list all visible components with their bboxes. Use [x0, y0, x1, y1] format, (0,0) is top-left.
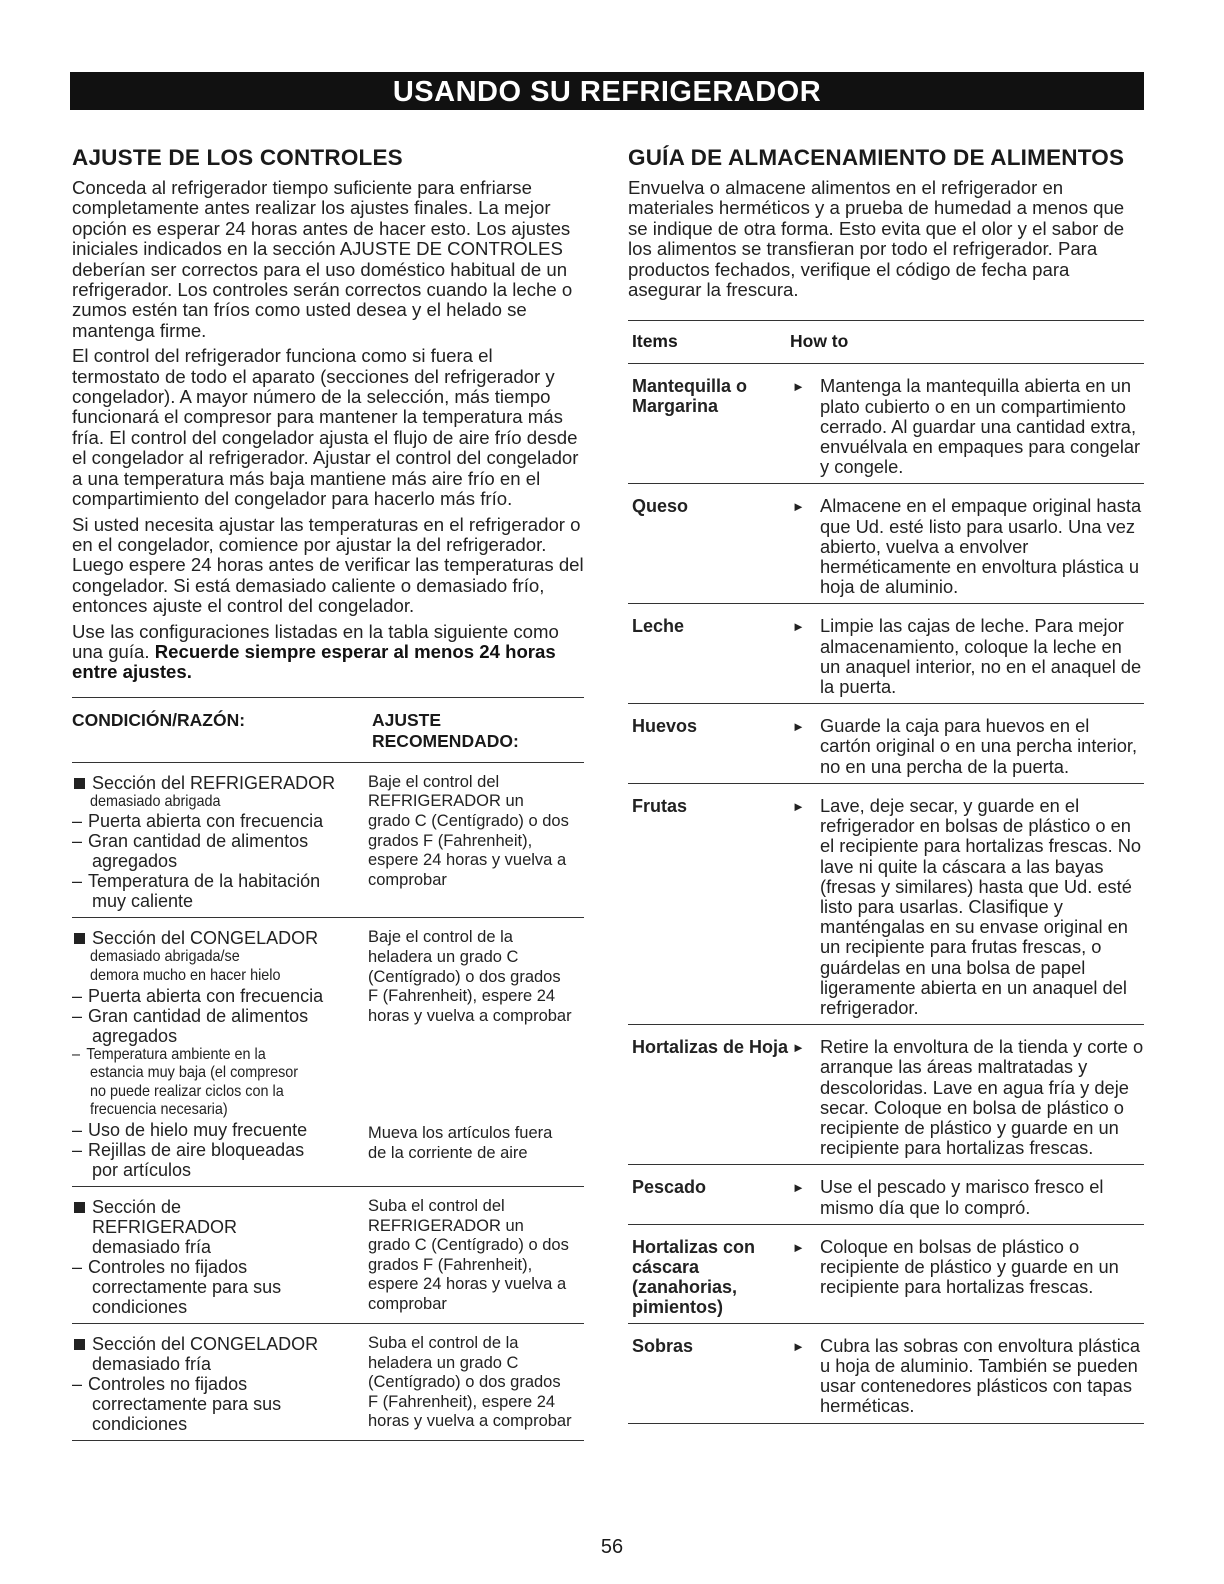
- triangle-bullet-icon: ►: [792, 379, 805, 395]
- table-row: [628, 1165, 1144, 1224]
- condition-line: – Rejillas de aire bloqueadas: [72, 1140, 368, 1160]
- food-item-name: Huevos: [632, 716, 698, 737]
- food-how-to: Almacene en el empaque original hasta que Ud. esté listo para usarlo. Una vez abierto, vuelva a envolver herméticamente en envoltura plástica u hoja de aluminio.: [820, 495, 1142, 598]
- food-item-name: Queso: [632, 496, 689, 517]
- controls-paragraph-1: Conceda al refrigerador tiempo suficiente para enfriarse completamente antes realizar los ajustes finales. La mejor opción es esperar 24 horas antes de hacer esto. Los ajustes iniciales indicados en la sección AJUSTE DE CONTROLES deberían ser correctos para el uso doméstico habitual de un refrigerador. Los controles serán correctos cuando la leche o zumos estén tan fríos como usted desea y el helado se mantenga firme.: [72, 177, 573, 341]
- setting-line: Suba el control del: [368, 1196, 505, 1215]
- setting-line: REFRIGERADOR un: [368, 792, 524, 811]
- condition-line: condiciones: [92, 1413, 188, 1434]
- setting-line: (Centígrado) o dos grados: [368, 967, 561, 986]
- setting-line: Suba el control de la: [368, 1333, 519, 1352]
- setting-line: de la corriente de aire: [368, 1143, 528, 1162]
- triangle-bullet-icon: ►: [792, 1040, 805, 1056]
- setting-line: Baje el control de la: [368, 928, 513, 947]
- setting-line: F (Fahrenheit), espere 24: [368, 1392, 556, 1411]
- food-how-to: Cubra las sobras con envoltura plástica u hoja de aluminio. También se pueden usar contenedores plásticos con tapas herméticas.: [820, 1334, 1141, 1417]
- triangle-bullet-icon: ►: [792, 1180, 805, 1196]
- condition-line: condiciones: [92, 1296, 188, 1317]
- condition-line: – Temperatura ambiente en la: [72, 1046, 338, 1065]
- condition-line: demasiado fría: [92, 1353, 212, 1374]
- condition-line: estancia muy baja (el compresor: [90, 1064, 299, 1082]
- table-row: [628, 484, 1144, 604]
- food-item-name: Sobras: [632, 1335, 694, 1356]
- condition-header: CONDICIÓN/RAZÓN:: [72, 709, 246, 730]
- setting-line: horas y vuelva a comprobar: [368, 1006, 572, 1025]
- triangle-bullet-icon: ►: [792, 1239, 805, 1255]
- storage-heading: GUÍA DE ALMACENAMIENTO DE ALIMENTOS: [628, 145, 1125, 170]
- food-how-to: Retire la envoltura de la tienda y corte o arranque las áreas maltratadas y descoloridas. Lave en agua fría y deje secar. Coloque en bolsa de plástico o recipiente de plástico y guarde en un recipiente para hortalizas frescas.: [820, 1036, 1144, 1159]
- table-row: [72, 763, 584, 919]
- controls-table-header: [72, 698, 584, 763]
- setting-line: heladera un grado C: [368, 1353, 519, 1372]
- storage-rows: [628, 364, 1144, 1423]
- condition-line: demasiado abrigada: [90, 792, 221, 810]
- food-item-name: Mantequilla o Margarina: [632, 376, 748, 417]
- table-row: [628, 604, 1144, 704]
- condition-line: muy caliente: [92, 891, 194, 912]
- food-how-to: Mantenga la mantequilla abierta en un plato cubierto o en un compartimiento cerrado. Al guardar una cantidad extra, envuélvala en empaques para congelar y congele.: [820, 375, 1141, 478]
- food-item-name: Frutas: [632, 795, 688, 816]
- items-header: Items: [632, 331, 678, 352]
- table-row: [72, 1324, 584, 1441]
- setting-header-line-2: RECOMENDADO:: [372, 730, 519, 751]
- setting-line: espere 24 horas y vuelva a: [368, 851, 567, 870]
- food-item-name: Leche: [632, 616, 685, 637]
- condition-line: correctamente para sus: [92, 1276, 282, 1297]
- setting-cell: [368, 773, 584, 912]
- bullet-square-icon: [74, 1202, 85, 1213]
- condition-title: Sección del REFRIGERADOR: [92, 772, 336, 793]
- controls-paragraph-3: Si usted necesita ajustar las temperaturas en el refrigerador o en el congelador, comience por ajustar la del refrigerador. Luego espere 24 horas antes de verificar las temperaturas del congelador. Si está demasiado caliente o demasiado frío, entonces ajuste el control del congelador.: [72, 513, 584, 617]
- food-how-to: Coloque en bolsas de plástico o recipiente de plástico y guarde en un recipiente para hortalizas frescas.: [820, 1235, 1119, 1298]
- setting-line: REFRIGERADOR un: [368, 1216, 524, 1235]
- controls-paragraph-4: [72, 622, 584, 683]
- condition-line: demasiado fría: [92, 1236, 212, 1257]
- setting-line: horas y vuelva a comprobar: [368, 1412, 572, 1431]
- condition-title: Sección de: [92, 1196, 182, 1217]
- setting-line: heladera un grado C: [368, 947, 519, 966]
- condition-cell: [72, 928, 368, 1180]
- condition-line: correctamente para sus: [92, 1393, 282, 1414]
- right-column: [628, 144, 1144, 1424]
- food-item-name: Pescado: [632, 1177, 707, 1198]
- condition-line: – Gran cantidad de alimentos: [72, 831, 368, 851]
- condition-line: demora mucho en hacer hielo: [90, 966, 281, 984]
- table-row: [628, 1324, 1144, 1424]
- condition-title: Sección del CONGELADOR: [92, 928, 319, 949]
- food-item-name: Hortalizas de Hoja: [632, 1037, 789, 1058]
- controls-heading: AJUSTE DE LOS CONTROLES: [72, 145, 403, 170]
- how-to-header: How to: [790, 331, 849, 352]
- setting-line: grado C (Centígrado) o dos: [368, 811, 569, 830]
- condition-line: – Temperatura de la habitación: [72, 871, 368, 891]
- table-row: [628, 1225, 1144, 1324]
- condition-line: – Gran cantidad de alimentos: [72, 1006, 368, 1026]
- bullet-square-icon: [74, 778, 85, 789]
- condition-line: REFRIGERADOR: [92, 1216, 238, 1237]
- triangle-bullet-icon: ►: [792, 619, 805, 635]
- condition-cell: [72, 773, 368, 912]
- storage-table: [628, 320, 1144, 1423]
- table-row: [628, 1025, 1144, 1165]
- controls-paragraph-2: El control del refrigerador funciona como si fuera el termostato de todo el aparato (secciones del refrigerador y congelador). A mayor número de la selección, más tiempo funcionará el compresor para mantener la temperatura más fría. El control del congelador ajusta el flujo de aire frío desde el congelador al refrigerador. Ajustar el control del congelador a una temperatura más baja mantiene más aire frío en el compartimiento del congelador para hacerlo más frío.: [72, 345, 579, 510]
- setting-line: espere 24 horas y vuelva a: [368, 1275, 567, 1294]
- food-how-to: Use el pescado y marisco fresco el mismo día que lo compró.: [820, 1176, 1104, 1218]
- condition-line: – Puerta abierta con frecuencia: [72, 986, 368, 1006]
- storage-paragraph: Envuelva o almacene alimentos en el refrigerador en materiales herméticos y a prueba de humedad a menos que se indique de otra forma. Esto evita que el olor y el sabor de los alimentos se transfieran por todo el refrigerador. Para productos fechados, verifique el código de fecha para asegurar la frescura.: [628, 177, 1125, 301]
- setting-line: comprobar: [368, 870, 447, 889]
- setting-header-line-1: AJUSTE: [372, 709, 442, 730]
- food-how-to: Lave, deje secar, y guarde en el refrigerador en bolsas de plástico o en el recipiente para hortalizas frescas. No lave ni quite la cáscara a las bayas (fresas y similares) hasta que Ud. esté listo para usarlas. Clasifique y manténgalas en su envase original en un recipiente para frutas frescas, o guárdelas en una bolsa de papel ligeramente abierta en un anaquel del refrigerador.: [820, 794, 1142, 1018]
- table-row: [72, 1187, 584, 1324]
- setting-line: comprobar: [368, 1294, 447, 1313]
- triangle-bullet-icon: ►: [792, 499, 805, 515]
- setting-header: [372, 710, 584, 752]
- storage-table-header: [628, 321, 1144, 364]
- condition-line: – Puerta abierta con frecuencia: [72, 811, 368, 831]
- food-item-name: Hortalizas con cáscara (zanahorias, pimientos): [632, 1236, 756, 1317]
- setting-cell: [368, 1197, 584, 1317]
- setting-cell: [368, 928, 584, 1180]
- controls-table: [72, 697, 584, 1441]
- condition-cell: [72, 1334, 368, 1434]
- food-how-to: Limpie las cajas de leche. Para mejor almacenamiento, coloque la leche en un anaquel interior, no en el anaquel de la puerta.: [820, 615, 1142, 698]
- table-row: [628, 364, 1144, 484]
- setting-line: grados F (Fahrenheit),: [368, 831, 533, 850]
- condition-line: – Controles no fijados: [72, 1257, 368, 1277]
- bullet-square-icon: [74, 1339, 85, 1350]
- setting-line: grado C (Centígrado) o dos: [368, 1236, 569, 1255]
- condition-line: – Controles no fijados: [72, 1374, 368, 1394]
- condition-line: demasiado abrigada/se: [90, 948, 240, 966]
- setting-line: (Centígrado) o dos grados: [368, 1373, 561, 1392]
- condition-line: por artículos: [92, 1159, 192, 1180]
- food-how-to: Guarde la caja para huevos en el cartón original o en una percha interior, no en una percha de la puerta.: [820, 715, 1138, 777]
- table-row: [628, 704, 1144, 784]
- setting-line: grados F (Fahrenheit),: [368, 1255, 533, 1274]
- left-column: [72, 144, 584, 1441]
- triangle-bullet-icon: ►: [792, 1338, 805, 1354]
- condition-line: agregados: [92, 1025, 178, 1046]
- table-row: [628, 784, 1144, 1025]
- condition-line: frecuencia necesaria): [90, 1101, 228, 1119]
- condition-title: Sección del CONGELADOR: [92, 1333, 319, 1354]
- setting-cell: [368, 1334, 584, 1434]
- setting-line: Mueva los artículos fuera: [368, 1124, 553, 1143]
- condition-cell: [72, 1197, 368, 1317]
- paragraph-4-emphasis: Recuerde siempre esperar al menos 24 horas entre ajustes.: [72, 640, 556, 683]
- page-number: 56: [600, 1536, 624, 1558]
- table-row: [72, 918, 584, 1187]
- condition-line: agregados: [92, 851, 178, 872]
- bullet-square-icon: [74, 933, 85, 944]
- setting-line: F (Fahrenheit), espere 24: [368, 987, 556, 1006]
- triangle-bullet-icon: ►: [792, 798, 805, 814]
- condition-line: no puede realizar ciclos con la: [90, 1082, 284, 1100]
- condition-line: – Uso de hielo muy frecuente: [72, 1120, 368, 1140]
- paragraph-4-text: Use las configuraciones listadas en la tabla siguiente como una guía.: [72, 620, 559, 662]
- section-banner: USANDO SU REFRIGERADOR: [70, 72, 1144, 110]
- setting-line: Baje el control del: [368, 772, 500, 791]
- triangle-bullet-icon: ►: [792, 719, 805, 735]
